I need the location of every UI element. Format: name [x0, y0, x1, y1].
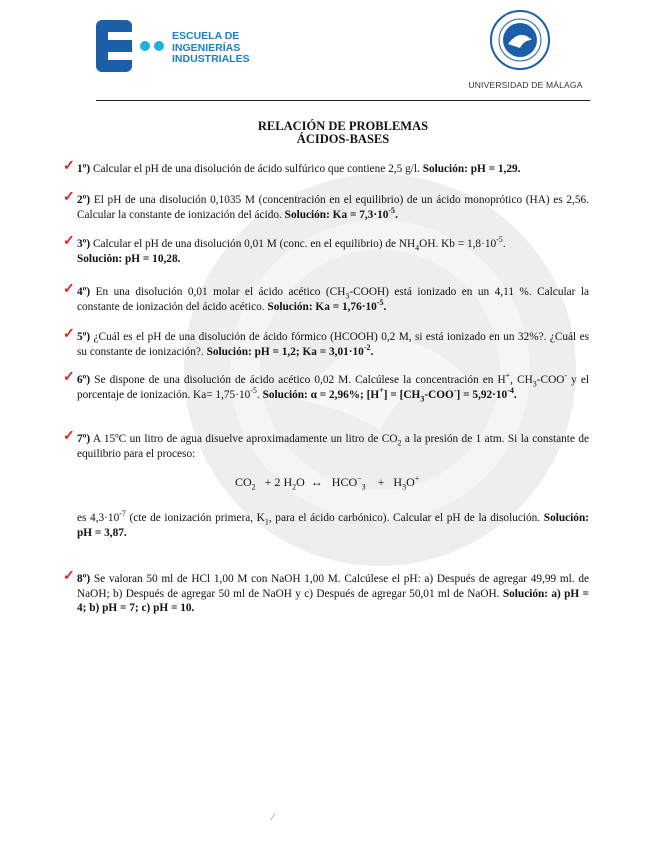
check-icon: ✓ [63, 282, 75, 297]
problem-4: ✓ 4º) En una disolución 0,01 molar el ácido acético $(CH_3-COOH)$ está ionizado en un 4,11 %. Calcular la constante de ionización del ácido acético. Solución: $Ka = 1,76\cdot 10^{-5}$. [63, 282, 589, 313]
problem-2: ✓ 2º) El pH de una disolución 0,1035 M (concentración en el equilibrio) de un ácido monoprótico (HA) es 2,56. Calcular la constante de ionización del ácido. Solución: $Ka = 7,3\cdot 10^{-5}$. [63, 190, 589, 221]
solution: Solución: $Ka = 1,76\cdot 10^{-5}$. [267, 297, 387, 313]
university-seal-icon [490, 10, 550, 70]
problem-7-continued: es $4,3\cdot 10^{-7}$ (cte de ionización primera, $K_1$, para el ácido carbónico). Calcular el pH de la disolución. Solución: pH = 3,87. [77, 509, 589, 539]
university-logo [468, 10, 588, 94]
check-icon: ✓ [63, 234, 75, 249]
check-icon: ✓ [63, 190, 75, 205]
solution: Solución: $Ka = 7,3\cdot 10^{-5}$. [284, 205, 398, 221]
problem-5: ✓ 5º) ¿Cuál es el pH de una disolución de ácido fórmico (HCOOH) 0,2 M, si está ionizado en un 32%?. ¿Cuál es su constante de ionización?. Solución: pH = 1,2; $Ka = 3,01\cdot 10^{-2}$. [63, 327, 589, 358]
check-icon: ✓ [63, 569, 75, 584]
check-icon: ✓ [63, 429, 75, 444]
equilibrium-arrow-icon: ↔ [310, 475, 323, 489]
problem-8: ✓ 8º) Se valoran 50 ml de HCl 1,00 M con NaOH 1,00 M. Calcúlese el pH: a) Después de agregar 49,99 ml. de NaOH; b) Después de agregar 50 ml de NaOH y c) Después de agregar 50,01 ml de NaOH. Solución: a) pH = 4; b) pH = 7; c) pH = 10. [63, 569, 589, 614]
title-line-1: RELACIÓN DE PROBLEMAS [257, 119, 429, 133]
footer-mark: ⁄ [272, 812, 274, 822]
logo-dots [140, 38, 168, 56]
problem-7: ✓ 7º) A 15ºC un litro de agua disuelve aproximadamente un litro de $CO_2$ a la presión de 1 atm. Si la constante de equilibrio para el proceso: [63, 429, 589, 460]
check-icon: ✓ [63, 159, 75, 174]
problem-3: ✓ 3º) Calcular el pH de una disolución 0,01 M (conc. en el equilibrio) de $NH_4OH$. $Kb = 1,8\cdot 10^{-5}$. Solución: pH = 10,28. [63, 234, 506, 265]
university-seal-watermark [180, 170, 580, 570]
problem-1: ✓ 1º) Calcular el pH de una disolución de ácido sulfúrico que contiene 2,5 g/l. Solución: pH = 1,29. [63, 159, 521, 175]
header-divider [96, 100, 590, 101]
equilibrium-equation: $CO_2$ + 2 $H_2O$ ↔ $HCO^-_3$ + $H_3O^+$ [235, 474, 420, 492]
solution: Solución: pH = 3,87. [77, 512, 589, 539]
solution: Solución: pH = 1,2; $Ka = 3,01\cdot 10^{-2}$. [206, 342, 374, 358]
problem-6: ✓ 6º) Se dispone de una disolución de ácido acético 0,02 M. Calcúlese la concentración en H+, $CH_3-COO^-$ y el porcentaje de ionización. $Ka= 1,75\cdot 10^{-5}$. Solución: α = 2,96%; $[H^+] = [CH_3-COO^-] = 5,92\cdot 10^{-4}$. [63, 370, 590, 403]
check-icon: ✓ [63, 370, 75, 385]
check-icon: ✓ [63, 327, 75, 342]
school-logo [96, 20, 266, 76]
solution: Solución: pH = 10,28. [77, 252, 181, 265]
university-name: UNIVERSIDAD DE MÁLAGA [468, 80, 583, 90]
solution: Solución: a) pH = 4; b) pH = 7; c) pH = 10. [77, 587, 589, 614]
solution: Solución: α = 2,96%; $[H^+] = [CH_3-COO^-] = 5,92\cdot 10^{-4}$. [262, 385, 517, 403]
school-logo-e-icon [96, 20, 134, 72]
solution: Solución: pH = 1,29. [422, 163, 521, 175]
title-line-2: ÁCIDOS-BASES [296, 132, 390, 146]
school-name: ESCUELA DE INGENIERÍAS INDUSTRIALES [172, 30, 250, 65]
document-title [96, 120, 590, 146]
